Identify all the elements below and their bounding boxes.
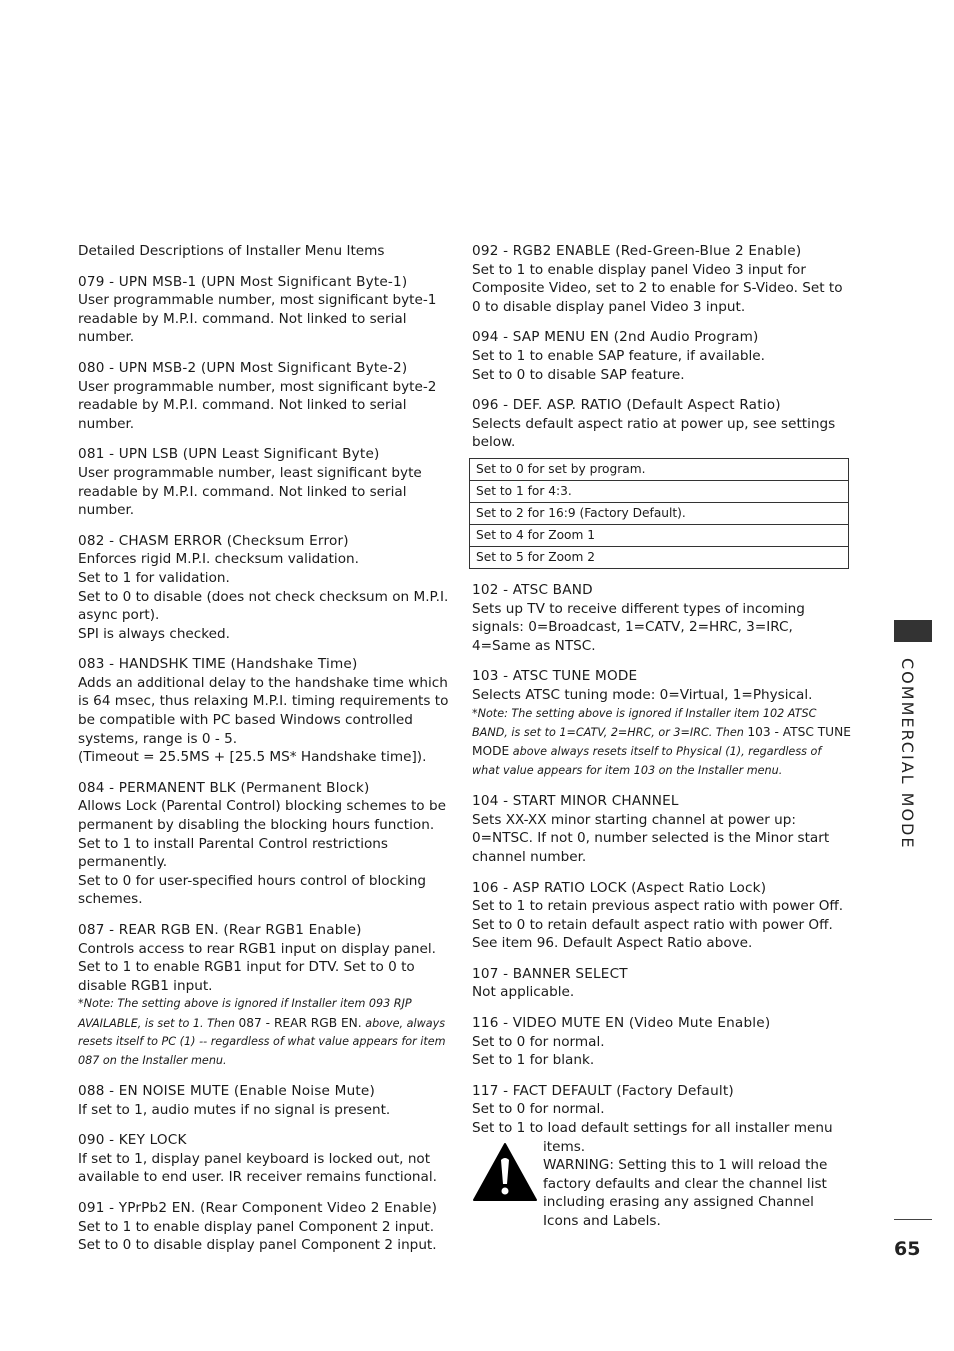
section-094 (472, 328, 852, 384)
section-title: 103 - ATSC TUNE MODE (472, 668, 638, 685)
section-title: 096 - DEF. ASP. RATIO (Default Aspect Ratio) (472, 397, 781, 414)
chapter-side-label: COMMERCIAL MODE (898, 658, 917, 850)
note-text: above always resets itself to Physical (1), regardless of what value appears for item 103 on the Installer menu. (472, 745, 822, 777)
right-column (472, 242, 852, 1231)
section-087 (78, 921, 458, 1070)
section-107 (472, 965, 852, 1002)
table-row (470, 502, 849, 524)
section-line: Set to 0 to disable SAP feature. (472, 366, 685, 383)
section-line: Set to 1 for validation. (78, 569, 230, 586)
page-number: 65 (894, 1238, 921, 1260)
section-116 (472, 1014, 852, 1070)
section-092 (472, 242, 852, 316)
section-line: Set to 1 to enable display panel Component 2 input. (78, 1218, 435, 1235)
section-line: Sets XX-XX minor starting channel at power up: (472, 811, 796, 828)
section-line: Set to 1 to enable SAP feature, if available. (472, 347, 765, 364)
section-title: 117 - FACT DEFAULT (Factory Default) (472, 1082, 734, 1099)
section-line: Set to 0 to disable display panel Component 2 input. (78, 1237, 437, 1254)
section-line: Set to 1 to retain previous aspect ratio with power Off. (472, 898, 844, 915)
aspect-ratio-table (469, 458, 849, 569)
section-088 (78, 1082, 458, 1119)
section-title: 088 - EN NOISE MUTE (Enable Noise Mute) (78, 1083, 375, 1099)
section-line: Set to 0 for normal. (472, 1033, 605, 1050)
section-title: 081 - UPN LSB (UPN Least Significant Byte) (78, 446, 380, 463)
table-cell: Set to 1 for 4:3. (470, 480, 849, 502)
section-line: Set to 0 for user-specified hours control of blocking schemes. (78, 872, 426, 908)
section-line: Selects default aspect ratio at power up, see settings below. (472, 415, 836, 451)
section-083 (78, 655, 458, 767)
section-line: Set to 1 to load default settings for all installer menu (472, 1120, 833, 1137)
section-line: readable by M.P.I. command. Not linked to serial number. (78, 310, 407, 346)
section-line: User programmable number, most significant byte-2 (78, 378, 437, 395)
warning-block (472, 1138, 852, 1231)
section-082 (78, 532, 458, 644)
section-title: 094 - SAP MENU EN (2nd Audio Program) (472, 329, 759, 346)
section-line: readable by M.P.I. command. Not linked to serial number. (78, 483, 407, 519)
section-line: Set to 1 to enable display panel Video 3 input for Composite Video, set to 2 to enable for S-Video. Set to 0 to disable display panel Video 3 input. (472, 261, 843, 315)
table-cell: Set to 4 for Zoom 1 (470, 524, 849, 546)
left-column (78, 242, 458, 1267)
section-title: 087 - REAR RGB EN. (Rear RGB1 Enable) (78, 922, 362, 938)
section-line: If set to 1, audio mutes if no signal is present. (78, 1101, 391, 1118)
section-103 (472, 667, 852, 780)
section-title: 102 - ATSC BAND (472, 581, 593, 598)
section-line: See item 96. Default Aspect Ratio above. (472, 935, 753, 952)
section-line: Selects ATSC tuning mode: 0=Virtual, 1=Physical. (472, 686, 813, 703)
section-line: Set to 1 for blank. (472, 1052, 595, 1069)
note-087 (78, 995, 458, 1070)
section-line: Set to 0 to retain default aspect ratio with power Off. (472, 916, 833, 933)
warning-line: WARNING: Setting this to 1 will reload the factory defaults and clear the channel list including erasing any assigned Channel Icons and Labels. (543, 1157, 828, 1229)
section-079 (78, 273, 458, 347)
section-title: 092 - RGB2 ENABLE (Red-Green-Blue 2 Enable) (472, 243, 802, 259)
note-bold-text: 087 - REAR RGB EN. (238, 1015, 362, 1030)
note-text: above, always resets itself to PC (1) -- regardless of what value appears for item 087 on the Installer menu. (78, 1016, 446, 1067)
section-106 (472, 879, 852, 953)
section-084 (78, 779, 458, 909)
table-cell: Set to 5 for Zoom 2 (470, 546, 849, 568)
table-row (470, 546, 849, 568)
section-title: 090 - KEY LOCK (78, 1132, 187, 1149)
section-line: Set to 1 to enable RGB1 input for DTV. Set to 0 to disable RGB1 input. (78, 959, 415, 994)
section-line: Set to 0 to disable (does not check checksum on M.P.I. async port). (78, 588, 449, 624)
section-080 (78, 359, 458, 433)
warning-line: items. (543, 1138, 586, 1155)
section-line: Not applicable. (472, 984, 575, 1001)
table-cell: Set to 0 for set by program. (470, 458, 849, 480)
section-line: User programmable number, most significant byte-1 (78, 292, 437, 309)
section-091 (78, 1199, 458, 1255)
warning-triangle-icon (472, 1142, 538, 1202)
section-102 (472, 581, 852, 655)
section-096 (472, 396, 852, 452)
table-cell: Set to 2 for 16:9 (Factory Default). (470, 502, 849, 524)
section-title: 083 - HANDSHK TIME (Handshake Time) (78, 656, 358, 673)
note-bold-text: 103 - ATSC TUNE MODE (472, 724, 851, 759)
table-row (470, 458, 849, 480)
intro-text: Detailed Descriptions of Installer Menu Items (78, 243, 385, 259)
section-line: Controls access to rear RGB1 input on display panel. (78, 940, 436, 957)
note-text: *Note: The setting above is ignored if Installer item 102 ATSC BAND, is set to 1=CATV, 2=HRC, or 3=IRC. Then (472, 706, 817, 739)
chapter-tab-marker (894, 620, 932, 642)
section-title: 104 - START MINOR CHANNEL (472, 793, 679, 810)
section-081 (78, 445, 458, 519)
table-row (470, 524, 849, 546)
section-title: 080 - UPN MSB-2 (UPN Most Significant Byte-2) (78, 359, 408, 376)
section-title: 106 - ASP RATIO LOCK (Aspect Ratio Lock) (472, 879, 767, 896)
section-line: 0=NTSC. If not 0, number selected is the Minor start channel number. (472, 830, 830, 865)
section-line: SPI is always checked. (78, 625, 230, 642)
section-line: Set to 0 for normal. (472, 1101, 605, 1118)
section-line: readable by M.P.I. command. Not linked to serial number. (78, 397, 407, 432)
section-line: (Timeout = 25.5MS + [25.5 MS* Handshake time]). (78, 749, 427, 766)
section-line: Enforces rigid M.P.I. checksum validation. (78, 551, 359, 568)
section-104 (472, 792, 852, 866)
note-text: *Note: The setting above is ignored if Installer item 093 RJP AVAILABLE, is set to 1. Then (78, 997, 412, 1030)
section-117 (472, 1082, 852, 1231)
section-title: 107 - BANNER SELECT (472, 965, 628, 982)
footer-rule (894, 1219, 932, 1220)
section-line: Sets up TV to receive different types of incoming signals: 0=Broadcast, 1=CATV, 2=HRC, 3=IRC, 4=Same as NTSC. (472, 600, 805, 654)
section-title: 079 - UPN MSB-1 (UPN Most Significant Byte-1) (78, 273, 408, 290)
section-line: Set to 1 to install Parental Control restrictions permanently. (78, 835, 388, 871)
section-line: Adds an additional delay to the handshake time which is 64 msec, thus relaxing M.P.I. timing requirements to be compatible with PC based Windows controlled systems, range is 0 - 5. (78, 674, 449, 747)
section-title: 082 - CHASM ERROR (Checksum Error) (78, 532, 349, 549)
section-title: 084 - PERMANENT BLK (Permanent Block) (78, 779, 370, 796)
section-line: If set to 1, display panel keyboard is locked out, not available to end user. IR receiver remains functional. (78, 1150, 437, 1186)
section-title: 091 - YPrPb2 EN. (Rear Component Video 2 Enable) (78, 1199, 438, 1216)
section-line: User programmable number, least significant byte (78, 464, 422, 481)
note-103 (472, 705, 852, 781)
section-title: 116 - VIDEO MUTE EN (Video Mute Enable) (472, 1015, 771, 1032)
section-line: Allows Lock (Parental Control) blocking schemes to be permanent by disabling the blocking hours function. (78, 798, 446, 834)
section-090 (78, 1131, 458, 1187)
table-row (470, 480, 849, 502)
